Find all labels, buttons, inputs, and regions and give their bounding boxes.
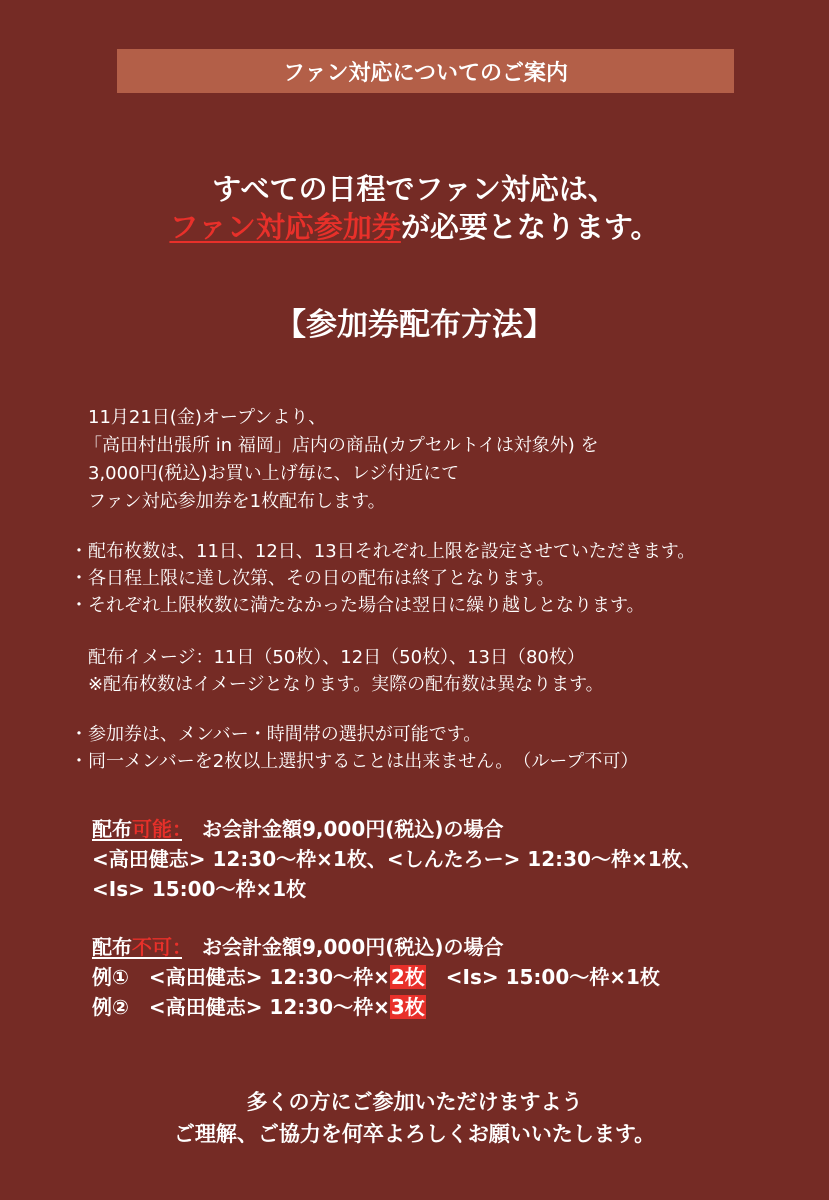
ticket-name-highlight: ファン対応参加券 (169, 210, 401, 244)
bullet-carryover: ・それぞれ上限枚数に満たなかった場合は翌日に繰り越しとなります。 (70, 595, 645, 616)
intro-line-1: 11月21日(金)オープンより、 (88, 407, 327, 428)
ex1-count-highlight: 2枚 (390, 965, 425, 989)
lead-line-1: すべての日程でファン対応は、 (212, 172, 617, 206)
possible-example-2: <Is> 15:00〜枠×1枚 (92, 877, 307, 901)
distribution-note: ※配布枚数はイメージとなります。実際の配布数は異なります。 (88, 674, 604, 695)
distribution-image: 配布イメージ：11日（50枚）、12日（50枚）、13日（80枚） (88, 647, 585, 668)
impossible-example-2: 例② <高田健志> 12:30〜枠×3枚 (92, 995, 425, 1019)
possible-heading (92, 816, 504, 842)
intro-line-2: 「高田村出張所 in 福岡」店内の商品(カプセルトイは対象外) を (84, 435, 599, 456)
header-title: ファン対応についてのご案内 (282, 60, 569, 86)
closing-line-2: ご理解、ご協力を何卒よろしくお願いいたします。 (173, 1122, 656, 1146)
impossible-example-1: 例① <高田健志> 12:30〜枠×2枚 <Is> 15:00〜枠×1枚 (92, 965, 660, 989)
bullet-end: ・各日程上限に達し次第、その日の配布は終了となります。 (70, 568, 555, 589)
possible-example-1: <高田健志> 12:30〜枠×1枚、<しんたろー> 12:30〜枠×1枚、 (92, 847, 702, 871)
impossible-label: 配布不可： (92, 935, 182, 959)
lead-line-2 (0, 208, 829, 246)
possible-label: 配布可能： (92, 817, 182, 841)
possible-condition: お会計金額9,000円(税込)の場合 (182, 817, 504, 841)
impossible-condition: お会計金額9,000円(税込)の場合 (182, 935, 504, 959)
ex2-count-highlight: 3枚 (390, 995, 425, 1019)
lead-line-2-rest: が必要となります。 (400, 210, 660, 244)
bullet-limit: ・配布枚数は、11日、12日、13日それぞれ上限を設定させていただきます。 (70, 541, 696, 562)
impossible-heading (92, 934, 504, 960)
bullet-selection: ・参加券は、メンバー・時間帯の選択が可能です。 (70, 724, 482, 745)
bullet-no-loop: ・同一メンバーを2枚以上選択することは出来ません。 （ループ不可） (70, 751, 639, 772)
intro-line-4: ファン対応参加券を1枚配布します。 (88, 491, 386, 512)
section-title: 【参加券配布方法】 (275, 307, 554, 343)
closing-line-1: 多くの方にご参加いただけますよう (246, 1090, 583, 1114)
intro-line-3: 3,000円(税込)お買い上げ毎に、レジ付近にて (88, 463, 460, 484)
header-banner (117, 49, 734, 93)
